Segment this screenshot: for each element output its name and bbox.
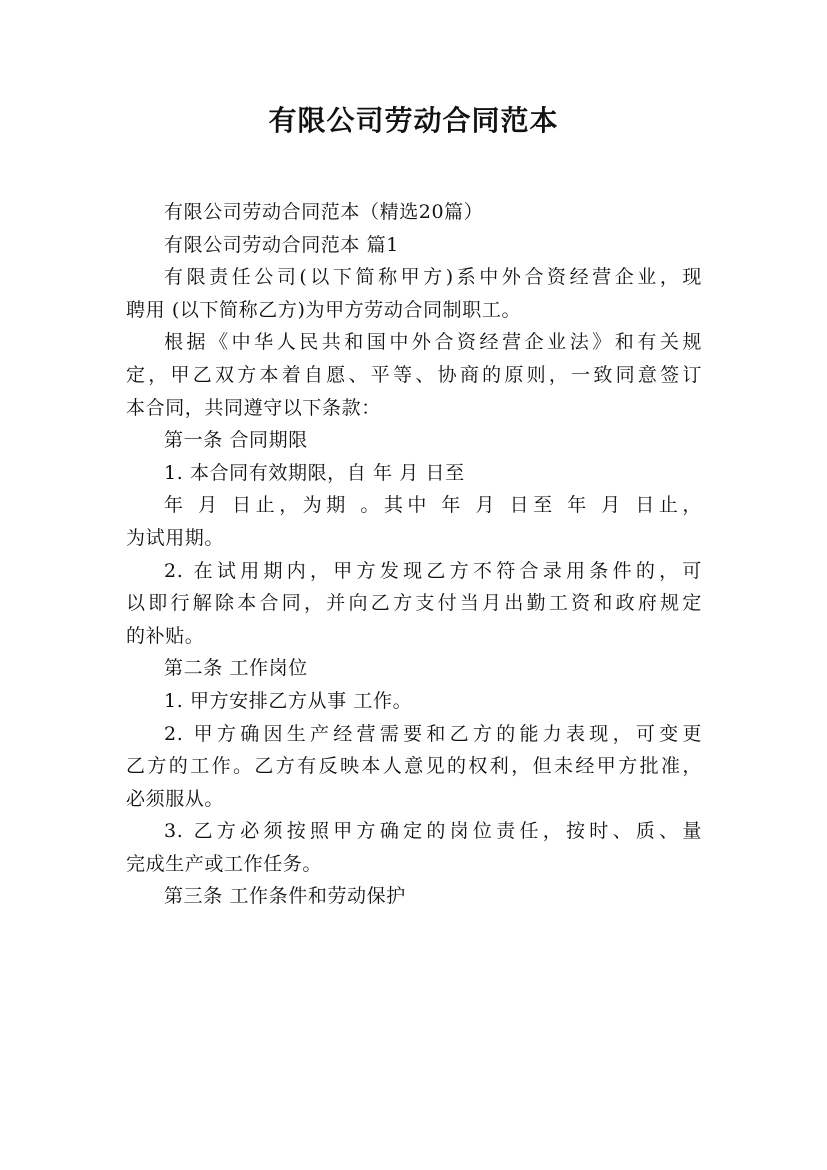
paragraph-line: 年 月 日止，为期 。其中 年 月 日至 年 月 日止， — [164, 494, 702, 517]
paragraph — [126, 489, 702, 554]
paragraph-line: 2. 甲方确因生产经营需要和乙方的能力表现，可变更 — [164, 722, 702, 745]
section-heading: 有限公司劳动合同范本 篇1 — [164, 233, 399, 256]
paragraph-line: 的补贴。 — [126, 624, 205, 647]
paragraph-line: 定，甲乙双方本着自愿、平等、协商的原则，一致同意签订 — [126, 363, 702, 386]
paragraph-line: 3. 乙方必须按照甲方确定的岗位责任，按时、质、量 — [164, 820, 702, 843]
paragraph-line: 根据《中华人民共和国中外合资经营企业法》和有关规 — [164, 331, 702, 354]
paragraph-line: 有限责任公司(以下简称甲方)系中外合资经营企业，现 — [164, 266, 702, 289]
article-heading: 第三条 工作条件和劳动保护 — [164, 885, 406, 908]
paragraph-line: 本合同，共同遵守以下条款： — [126, 396, 381, 419]
paragraph-line: 2. 在试用期内，甲方发现乙方不符合录用条件的，可 — [164, 559, 702, 582]
paragraph-line: 完成生产或工作任务。 — [126, 852, 323, 875]
document-title: 有限公司劳动合同范本 — [268, 104, 559, 137]
paragraph — [126, 718, 702, 816]
paragraph — [126, 815, 702, 880]
clause-line: 1. 甲方安排乙方从事 工作。 — [164, 689, 413, 712]
paragraph-line: 乙方的工作。乙方有反映本人意见的权利，但未经甲方批准， — [126, 755, 702, 778]
paragraph-line: 必须服从。 — [126, 787, 225, 810]
paragraph — [126, 261, 702, 326]
paragraph — [126, 326, 702, 424]
paragraph-line: 为试用期。 — [126, 526, 225, 549]
article-heading: 第一条 合同期限 — [164, 429, 308, 452]
subtitle-line: 有限公司劳动合同范本（精选20篇） — [164, 201, 484, 223]
document-body — [126, 196, 702, 913]
paragraph-line: 聘用 (以下简称乙方)为甲方劳动合同制职工。 — [126, 298, 522, 321]
clause-line: 1. 本合同有效期限，自 年 月 日至 — [164, 461, 465, 484]
paragraph — [126, 555, 702, 653]
article-heading: 第二条 工作岗位 — [164, 657, 308, 680]
paragraph-line: 以即行解除本合同，并向乙方支付当月出勤工资和政府规定 — [126, 592, 702, 615]
